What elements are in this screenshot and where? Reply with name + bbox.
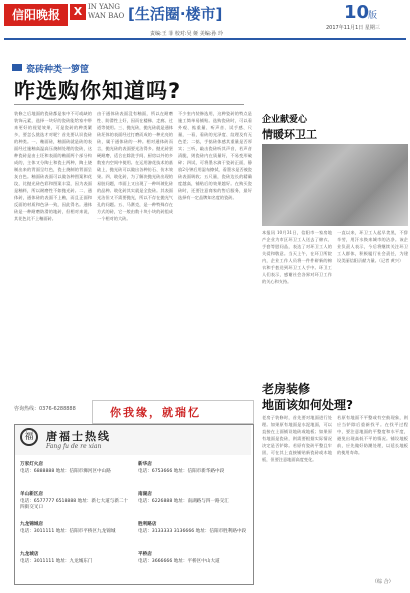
company-name: 唐福士热线	[46, 430, 111, 443]
header-rule	[4, 38, 406, 40]
store-name: 九龙城店	[20, 552, 39, 557]
sidebar1-column-1: 本报讯 10月31日，信阳市一家房地产企业为市区环卫工人送去了棉衣、手套等慰问品，表达了对环卫工人的关爱和敬意。当天上午，在环卫所院内，企业工作人员将一件件崭新的棉衣和手套送到环卫工人手中。环卫工人们表示，感谢社会各界对环卫工作的关心和支持。	[262, 230, 332, 284]
article-column-2: 由于通体砖表面没有釉面，所以在耐磨性、防滑性上好，因而在楼梯、走廊、过道等使用。三、抛光砖，抛光砖就是通体砖坯体的表面经过打磨而成的一种光亮的砖，属于通体砖的一种。相对通体砖而言，抛光砖的表面要光洁得多。抛光砖坚硬耐磨，适合在除洗手间、厨房以外的多数室内空间中使用。在运用渗花技术的基础上，抛光砖可以做出各种仿石、仿木效果。四、玻化砖，为了解决抛光砖出现的易脏问题，市面上又出现了一种叫玻化砖的品种。玻化砖其实就是全瓷砖。其表面光洁但又不需要抛光，所以不存在抛光气孔的问题。五、马赛克，是一种特殊存在方式的砖，它一般由数十块小块的砖组成一个相对的大砖。	[97, 111, 173, 221]
store-detail: 电话：6577777 6518888 地址：新七大道与新二十四街交叉口	[20, 498, 129, 510]
headline-rule	[14, 104, 244, 105]
ad-phone-line: 咨询热线：0376-6288888	[14, 406, 76, 412]
store-name: 万家灯火店	[20, 462, 43, 467]
article-column-1: 装修之后地面的瓷砖都是家中不可或缺的装饰元素，选择一块好的瓷砖能给家中带来更好的视觉效果，可是瓷砖的种类繁多，要怎么挑选才对呢？首先要认识瓷砖的种类。一、釉面砖，釉面砖就是砖的表面经过施釉高温高压烧制处理的瓷砖，这种瓷砖是由土坯和表面的釉面两个部分构成的，主体又分陶土和瓷土两种，陶土烧制出来的背面呈红色，瓷土烧制的背面呈灰白色。釉面砖表面可以做各种图案和花纹，比抛光砖色彩和图案丰富，因为表面是釉料，所以耐磨性不如抛光砖。二、通体砖，通体砖的表面不上釉，而且正面和反面的材质和色泽一致，因此得名。通体砖是一种耐磨防滑的地砖，但相对来说，其花色比不上釉面砖。	[14, 111, 92, 221]
store-name: 平桥店	[138, 552, 152, 557]
page-number: 10	[344, 2, 370, 23]
newspaper-logo: 信阳晚报	[4, 4, 68, 26]
company-logo-icon: 福	[20, 428, 38, 446]
store-name: 胜利路店	[138, 522, 157, 527]
store-detail: 电话：3011111 地址：信阳市平桥区九龙锦城	[20, 528, 116, 534]
store-detail: 电话：3666666 地址：平桥区中山大道	[138, 558, 220, 564]
sidebar2-column-1: 老房子装修时，首先要对地面进行处理。如果原有地面是水泥地面，可以直接在上面铺设地砖或地板；如果原有地面是瓷砖，则需要根据实际情况决定是否铲除。若原有瓷砖平整且牢固，可在其上直接铺贴新瓷砖或木地板，但要注意地面高度变化。	[262, 415, 332, 462]
logo-x-mark: X	[70, 4, 86, 20]
sidebar1-title: 情暖环卫工	[262, 128, 317, 141]
store-detail: 电话：3133333 3136666 地址：信阳市胜利路中段	[138, 528, 247, 534]
store-entry	[138, 492, 250, 505]
store-name: 南湖店	[138, 492, 152, 497]
store-entry	[138, 462, 250, 475]
page-label: 版	[368, 11, 378, 21]
sidebar2-title: 地面该如何处理?	[262, 398, 353, 412]
sidebar1-column-2: 一直以来，环卫工人起早贪黑，不辞辛劳，用汗水换来城市的洁净。该企业负责人表示，今后将继续关注环卫工人群体，积极履行社会责任，为建设美丽信阳贡献力量。（记者 黄兴）	[337, 230, 408, 263]
banner-ad-text: 你我缘，就瑞忆	[110, 406, 201, 419]
store-entry	[138, 552, 250, 565]
logo-pinyin: IN YANG WAN BAO	[88, 3, 125, 20]
editors-line: 责编:王 菲 校对:吴 娅 美编:孙 玲	[150, 31, 224, 37]
article-kicker: 瓷砖种类一箩筐	[26, 62, 89, 75]
store-entry	[20, 492, 132, 512]
news-photo	[262, 144, 408, 226]
store-detail: 电话：3011111 地址：九龙城东门	[20, 558, 93, 564]
store-entry	[20, 462, 132, 475]
store-name: 新华店	[138, 462, 152, 467]
sidebar2-column-2: 若原有地面不平整或有空鼓现象，则应当铲除后重新找平。在找平过程中，要注意地面的平整度和水平度，避免出现高低不平的情况。铺设地板前，应先做好防潮处理，以延长地板的使用寿命。	[337, 415, 408, 455]
sidebar1-kicker: 企业献爱心	[262, 115, 308, 125]
store-detail: 电话：6226888 地址：南湖路与四一路交汇	[138, 498, 229, 504]
store-entry	[20, 522, 132, 535]
store-name: 羊山新区店	[20, 492, 43, 497]
section-title: [生活圈·楼市]	[128, 5, 223, 23]
article-headline: 咋选购你知道吗?	[14, 79, 182, 103]
store-name: 九龙锦城店	[20, 522, 43, 527]
store-detail: 电话：6888888 地址：信阳市浉河区中山路	[20, 468, 111, 474]
article-column-3: 不少室内装修选用，这种瓷砖的特点是施工简单易铺贴。选购瓷砖时，可以看外观、掂重量、听声音、试手感、尺量，一看，看砖的光泽度、纹理及有无色差；二掂，手掂砖体感其重量是否厚实；三听，敲击瓷砖听其声音，若声音清脆，则瓷砖内在质量好，不易变形破碎；四试，可将墨水滴于瓷砖正面，静放2分钟后用湿布擦拭，看墨水是否被瓷砖表面吸收；五尺量，瓷砖边长的精确度越高，铺贴后的效果越好。在购买瓷砖时，还要注意商家的售后服务，最好选择有一定品牌知名度的瓷砖。	[178, 111, 252, 200]
store-detail: 电话：6753666 地址：信阳市新华路中段	[138, 468, 225, 474]
sidebar2-kicker: 老房装修	[262, 382, 311, 396]
store-entry	[20, 552, 132, 565]
company-pinyin: Fang fu de re xian	[46, 443, 102, 450]
store-entry	[138, 522, 250, 535]
dateline: 2017年11月1日 星期三	[326, 25, 380, 31]
sidebar2-author: （综 合）	[372, 579, 394, 585]
